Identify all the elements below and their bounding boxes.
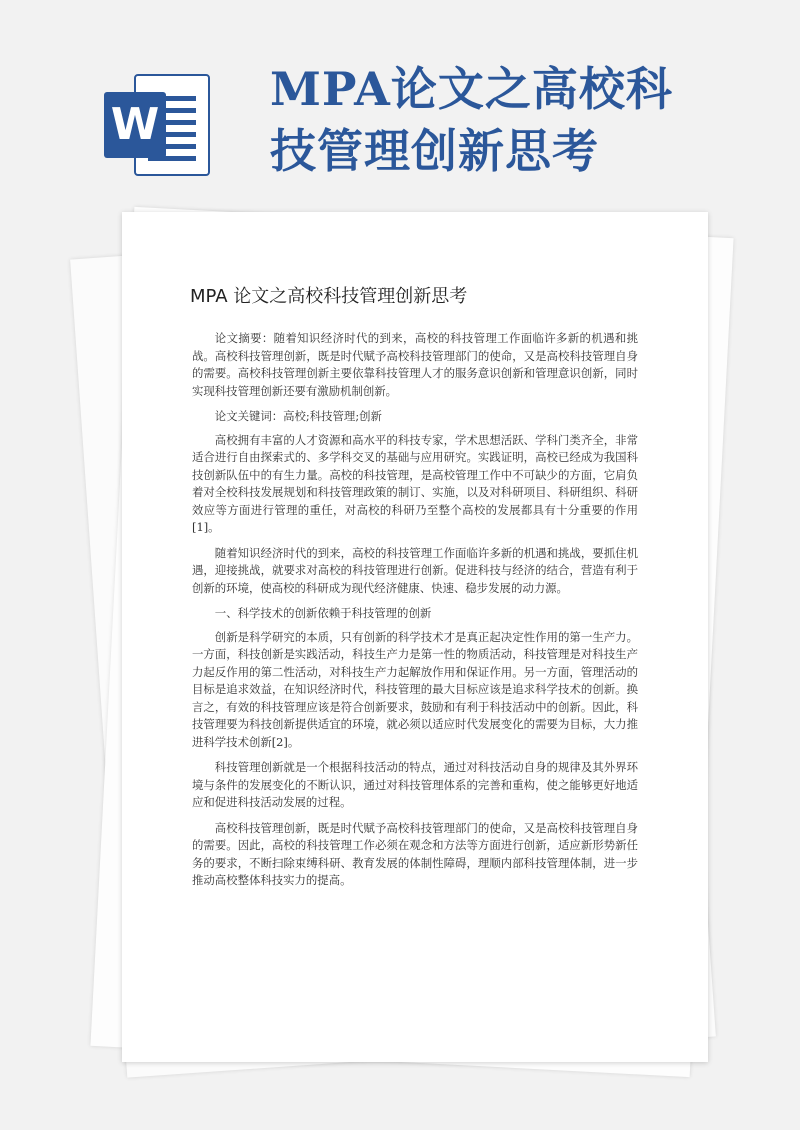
body-paragraph: 创新是科学研究的本质，只有创新的科学技术才是真正起决定性作用的第一生产力。一方面，科技创新是实践活动，科技生产力是第一性的物质活动，科技管理是对科技生产力起反作用的第二性活动，对科技生产力起解放作用和保证作用。另一方面，管理活动的目标是追求效益，在知识经济时代，科技管理的最大目标应该是追求科学技术的创新。换言之，有效的科技管理应该是符合创新要求，鼓励和有利于科技活动中的创新。因此，科技管理要为科技创新提供适宜的环境，就必须以适应时代发展变化的需要为目标，大力推进科学技术创新[2]。 (192, 629, 638, 749)
body-paragraph: 高校拥有丰富的人才资源和高水平的科技专家，学术思想活跃、学科门类齐全，非常适合进行自由探索式的、多学科交叉的基础与应用研究。实践证明，高校已经成为我国科技创新队伍中的有生力量。高校的科技管理，是高校管理工作中不可缺少的方面，它肩负着对全校科技发展规划和科技管理政策的制订、实施，以及对科研项目、科研组织、科研效应等方面进行管理的重任，对高校的科研乃至整个高校的发展都具有十分重要的作用[1]。 (192, 432, 638, 534)
section-heading: 一、科学技术的创新依赖于科技管理的创新 (214, 606, 432, 620)
document-title: MPA 论文之高校科技管理创新思考 (190, 286, 468, 307)
body-paragraph: 高校科技管理创新，既是时代赋予高校科技管理部门的使命，又是高校科技管理自身的需要。因此，高校的科技管理工作必须在观念和方法等方面进行创新，适应新形势新任务的要求，不断扫除束缚科研、教育发展的体制性障碍，理顺内部科技管理体制，进一步推动高校整体科技实力的提高。 (192, 820, 638, 887)
abstract-paragraph: 论文摘要：随着知识经济时代的到来，高校的科技管理工作面临许多新的机遇和挑战。高校科技管理创新，既是时代赋予高校科技管理部门的使命，又是高校科技管理自身的需要。高校科技管理创新主要依靠科技管理人才的服务意识创新和管理意识创新，同时实现科技管理创新还要有激励机制创新。 (192, 331, 638, 398)
keywords-paragraph: 论文关键词：高校;科技管理;创新 (214, 409, 382, 423)
body-paragraph: 科技管理创新就是一个根据科技活动的特点，通过对科技活动自身的规律及其外界环境与条件的发展变化的不断认识，通过对科技管理体系的完善和重构，使之能够更好地适应和促进科技活动发展的过程。 (192, 760, 638, 809)
word-badge: W (104, 92, 166, 158)
banner-title: MPA论文之高校科技管理创新思考 (270, 62, 673, 178)
document-body (192, 330, 638, 898)
header-band (0, 0, 800, 210)
word-icon (104, 70, 212, 182)
document-page (122, 212, 708, 1062)
body-paragraph: 随着知识经济时代的到来，高校的科技管理工作面临许多新的机遇和挑战，要抓住机遇，迎接挑战，就要求对高校的科技管理进行创新。促进科技与经济的结合，营造有利于创新的环境，使高校的科研成为现代经济健康、快速、稳步发展的动力源。 (192, 545, 638, 595)
